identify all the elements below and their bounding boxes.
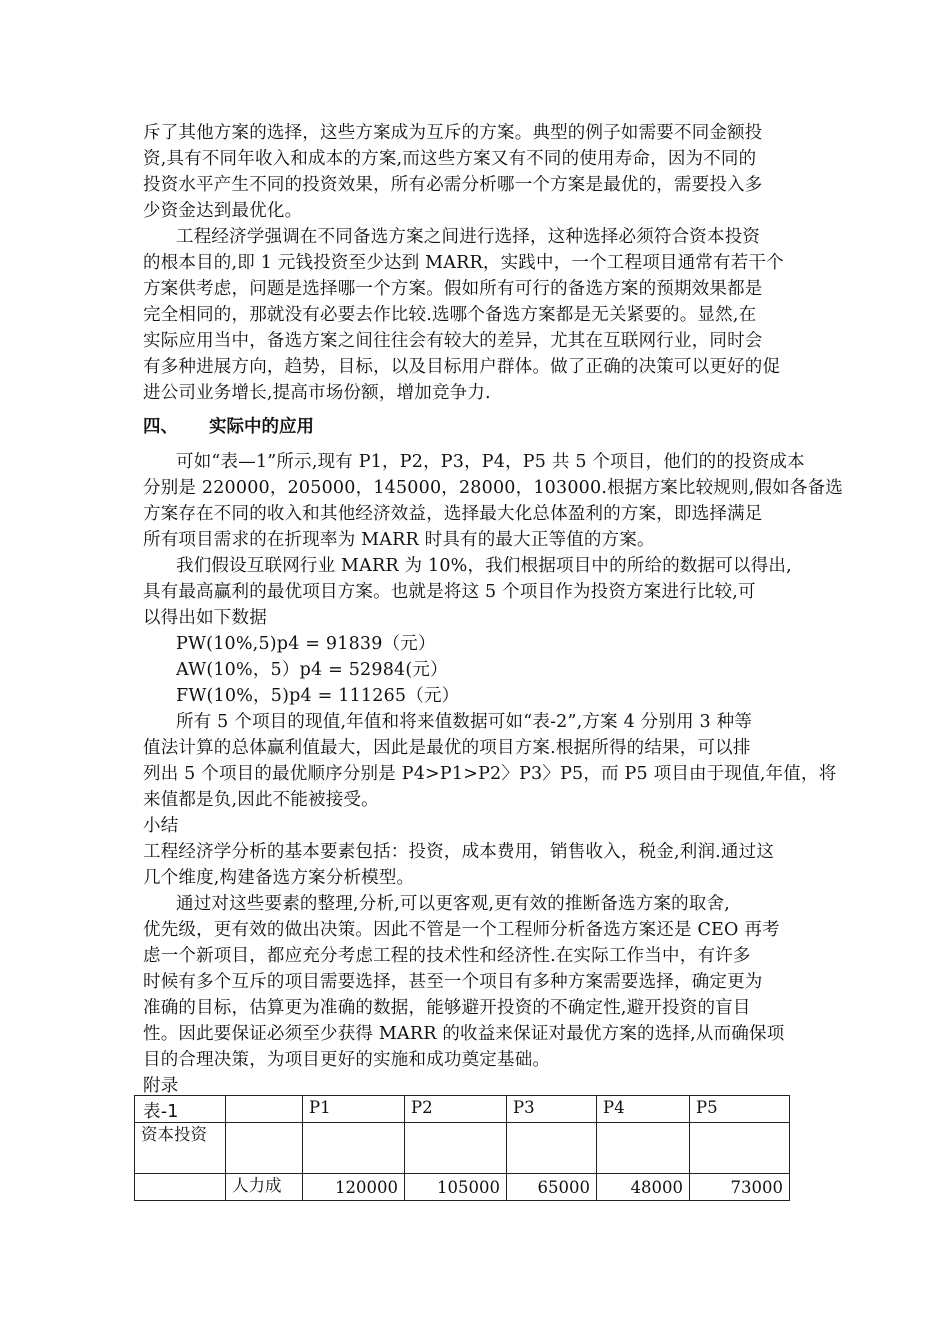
paragraph-line: 所有项目需求的在折现率为 MARR 时具有的最大正等值的方案。 xyxy=(143,530,655,550)
section-heading xyxy=(143,413,314,438)
table-cell xyxy=(135,1174,226,1201)
paragraph-line: 准确的目标，估算更为准确的数据，能够避开投资的不确定性,避开投资的盲目 xyxy=(143,998,751,1018)
table-header-cell xyxy=(226,1096,303,1123)
table-header-row xyxy=(135,1096,790,1123)
table-header-cell: P4 xyxy=(597,1096,690,1123)
paragraph-line: 完全相同的，那就没有必要去作比较.选哪个备选方案都是无关紧要的。显然,在 xyxy=(143,305,757,325)
table-header-cell: P2 xyxy=(405,1096,507,1123)
paragraph-line: 进公司业务增长,提高市场份额，增加竞争力. xyxy=(143,383,491,403)
paragraph-line: 来值都是负,因此不能被接受。 xyxy=(143,790,379,810)
table-cell xyxy=(303,1123,405,1174)
table-cell xyxy=(690,1123,790,1174)
table-cell: 65000 xyxy=(507,1174,597,1201)
formula-line: FW(10%，5)p4 = 111265（元） xyxy=(176,686,460,706)
table-cell xyxy=(405,1123,507,1174)
table-header-cell: P3 xyxy=(507,1096,597,1123)
paragraph-line: 投资水平产生不同的投资效果，所有必需分析哪一个方案是最优的，需要投入多 xyxy=(143,175,763,195)
paragraph-line: 所有 5 个项目的现值,年值和将来值数据可如“表-2”,方案 4 分别用 3 种等 xyxy=(176,712,753,732)
paragraph-line: 优先级，更有效的做出决策。因此不管是一个工程师分析备选方案还是 CEO 再考 xyxy=(143,920,780,940)
project-investment-table xyxy=(134,1095,790,1201)
paragraph-line: 以得出如下数据 xyxy=(143,608,267,628)
summary-label: 小结 xyxy=(143,816,179,836)
paragraph-line: 通过对这些要素的整理,分析,可以更客观,更有效的推断备选方案的取舍, xyxy=(176,894,731,914)
paragraph-line: 虑一个新项目，都应充分考虑工程的技术性和经济性.在实际工作当中，有许多 xyxy=(143,946,751,966)
row-sublabel: 人力成 xyxy=(226,1174,303,1201)
paragraph-line: 分别是 220000，205000，145000，28000，103000.根据方案比较规则,假如各备选 xyxy=(143,478,843,498)
table-cell: 120000 xyxy=(303,1174,405,1201)
paragraph-line: 目的合理决策，为项目更好的实施和成功奠定基础。 xyxy=(143,1050,551,1070)
table-caption: 表-1 xyxy=(143,1102,179,1122)
paragraph-line: 有多种进展方向，趋势，目标，以及目标用户群体。做了正确的决策可以更好的促 xyxy=(143,357,781,377)
section-number: 四、 xyxy=(143,417,178,437)
table-cell xyxy=(226,1123,303,1174)
table-row xyxy=(135,1123,790,1174)
section-title: 实际中的应用 xyxy=(209,417,314,437)
paragraph-line: 斥了其他方案的选择，这些方案成为互斥的方案。典型的例子如需要不同金额投 xyxy=(143,123,763,143)
table-cell: 73000 xyxy=(690,1174,790,1201)
paragraph-line: 实际应用当中，备选方案之间往往会有较大的差异，尤其在互联网行业，同时会 xyxy=(143,331,763,351)
paragraph-line: 的根本目的,即 1 元钱投资至少达到 MARR，实践中，一个工程项目通常有若干个 xyxy=(143,253,784,273)
paragraph-line: 可如“表—1”所示,现有 P1，P2，P3，P4，P5 共 5 个项目，他们的的投资成本 xyxy=(176,452,805,472)
row-label: 资本投资 xyxy=(135,1123,226,1174)
table-row xyxy=(135,1174,790,1201)
appendix-label: 附录 xyxy=(143,1076,179,1096)
paragraph-line: 工程经济学分析的基本要素包括：投资，成本费用，销售收入，税金,利润.通过这 xyxy=(143,842,775,862)
paragraph-line: 少资金达到最优化。 xyxy=(143,201,303,221)
paragraph-line: 方案供考虑，问题是选择哪一个方案。假如所有可行的备选方案的预期效果都是 xyxy=(143,279,763,299)
formula-line: PW(10%,5)p4 = 91839（元） xyxy=(176,634,436,654)
table-cell: 48000 xyxy=(597,1174,690,1201)
paragraph-line: 性。因此要保证必须至少获得 MARR 的收益来保证对最优方案的选择,从而确保项 xyxy=(143,1024,785,1044)
formula-line: AW(10%，5）p4 = 52984(元） xyxy=(176,660,448,680)
paragraph-line: 工程经济学强调在不同备选方案之间进行选择，这种选择必须符合资本投资 xyxy=(176,227,761,247)
paragraph-line: 具有最高赢利的最优项目方案。也就是将这 5 个项目作为投资方案进行比较,可 xyxy=(143,582,756,602)
paragraph-line: 值法计算的总体赢利值最大，因此是最优的项目方案.根据所得的结果，可以排 xyxy=(143,738,751,758)
paragraph-line: 资,具有不同年收入和成本的方案,而这些方案又有不同的使用寿命，因为不同的 xyxy=(143,149,757,169)
table-header-cell: P5 xyxy=(690,1096,790,1123)
paragraph-line: 几个维度,构建备选方案分析模型。 xyxy=(143,868,415,888)
paragraph-line: 列出 5 个项目的最优顺序分别是 P4>P1>P2〉P3〉P5，而 P5 项目由于现值,年值，将 xyxy=(143,764,837,784)
paragraph-line: 方案存在不同的收入和其他经济效益，选择最大化总体盈利的方案，即选择满足 xyxy=(143,504,763,524)
paragraph-line: 时候有多个互斥的项目需要选择，甚至一个项目有多种方案需要选择，确定更为 xyxy=(143,972,763,992)
paragraph-line: 我们假设互联网行业 MARR 为 10%，我们根据项目中的所给的数据可以得出, xyxy=(176,556,792,576)
table-cell xyxy=(597,1123,690,1174)
table-cell: 105000 xyxy=(405,1174,507,1201)
table-header-cell xyxy=(135,1096,226,1123)
table-cell xyxy=(507,1123,597,1174)
table-header-cell: P1 xyxy=(303,1096,405,1123)
